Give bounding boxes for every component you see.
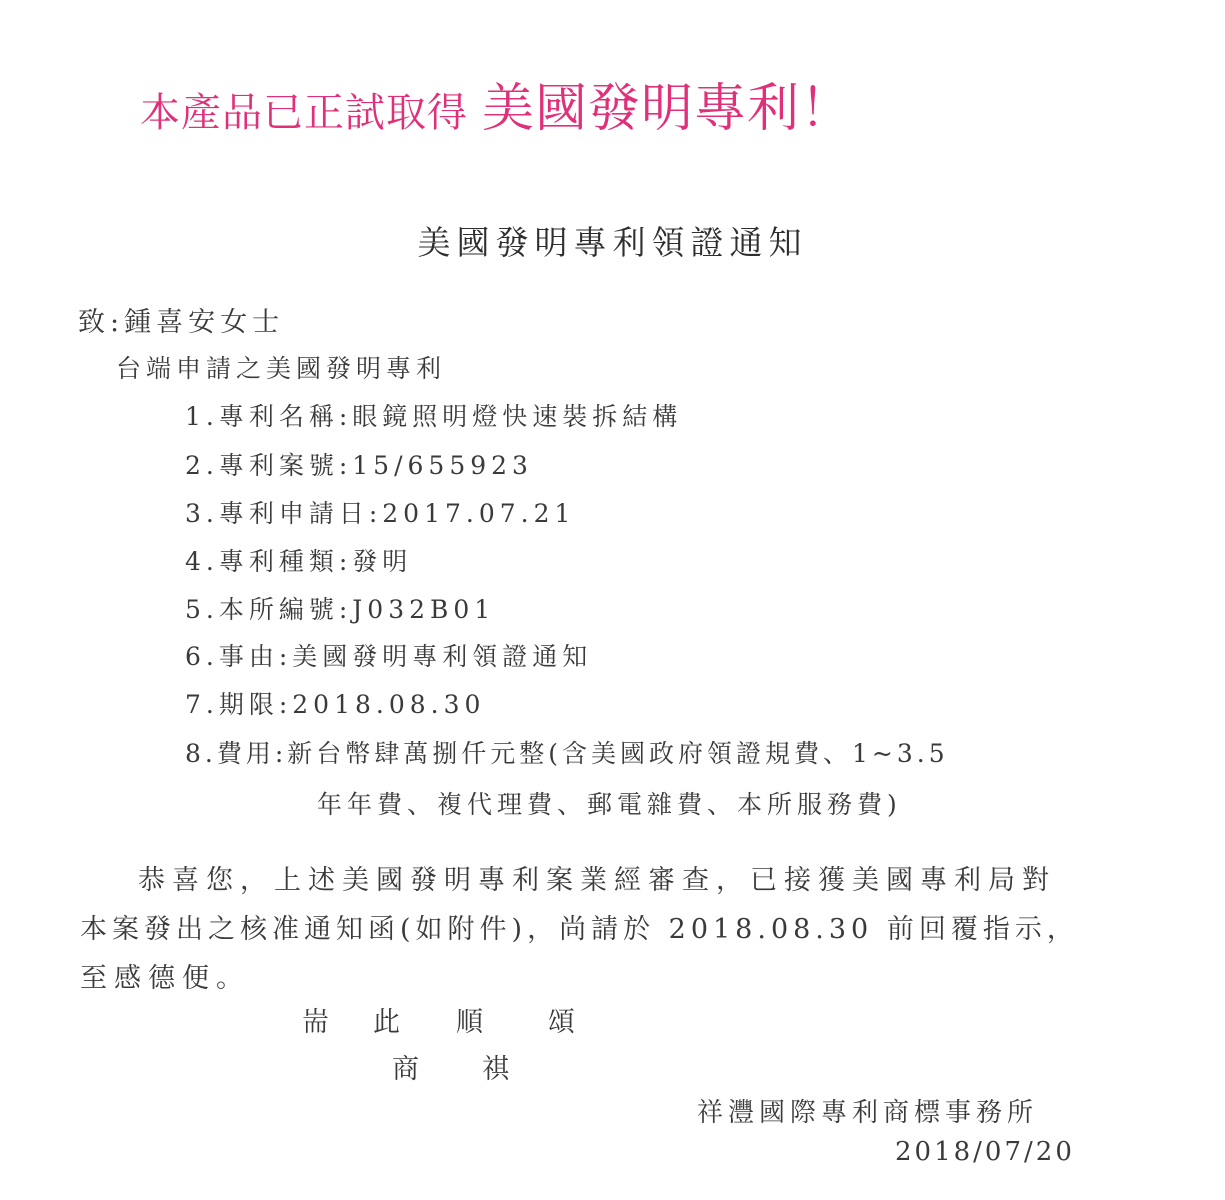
- closing-char: 耑: [302, 1007, 336, 1038]
- salutation-char: 祺: [482, 1054, 516, 1085]
- banner-highlight: 美國發明專利！: [482, 79, 854, 139]
- salutation-char: 商: [392, 1054, 426, 1085]
- document-date: 2018/07/20: [895, 1137, 1075, 1167]
- body-line: 本案發出之核准通知函(如附件)，尚請於 2018.08.30 前回覆指示，: [80, 914, 1079, 945]
- banner-prefix: 本產品已正試取得: [140, 90, 468, 136]
- patent-banner: [140, 66, 853, 141]
- recipient: 致:鍾喜安女士: [78, 307, 285, 338]
- list-item: 6.事由:美國發明專利領證通知: [185, 642, 593, 671]
- list-item: 1.專利名稱:眼鏡照明燈快速裝拆結構: [185, 402, 683, 431]
- closing-char: 順: [456, 1007, 490, 1038]
- closing-char: 頌: [548, 1007, 582, 1038]
- list-item: 7.期限:2018.08.30: [185, 690, 486, 719]
- body-line: 恭喜您，上述美國發明專利案業經審查，已接獲美國專利局對: [138, 865, 1056, 896]
- intro-line: 台端申請之美國發明專利: [116, 354, 447, 383]
- list-item-continuation: 年年費、複代理費、郵電雜費、本所服務費): [317, 790, 902, 819]
- list-item: 4.專利種類:發明: [185, 547, 413, 576]
- body-line: 至感德便。: [80, 963, 250, 994]
- list-item: 5.本所編號:J032B01: [185, 595, 496, 624]
- document-title: 美國發明專利領證通知: [417, 223, 808, 262]
- list-item: 8.費用:新台幣肆萬捌仟元整(含美國政府領證規費、1~3.5: [185, 739, 949, 768]
- list-item: 3.專利申請日:2017.07.21: [185, 499, 576, 528]
- sender-name: 祥灃國際專利商標事務所: [697, 1098, 1039, 1128]
- list-item: 2.專利案號:15/655923: [185, 451, 533, 480]
- closing-char: 此: [373, 1007, 407, 1038]
